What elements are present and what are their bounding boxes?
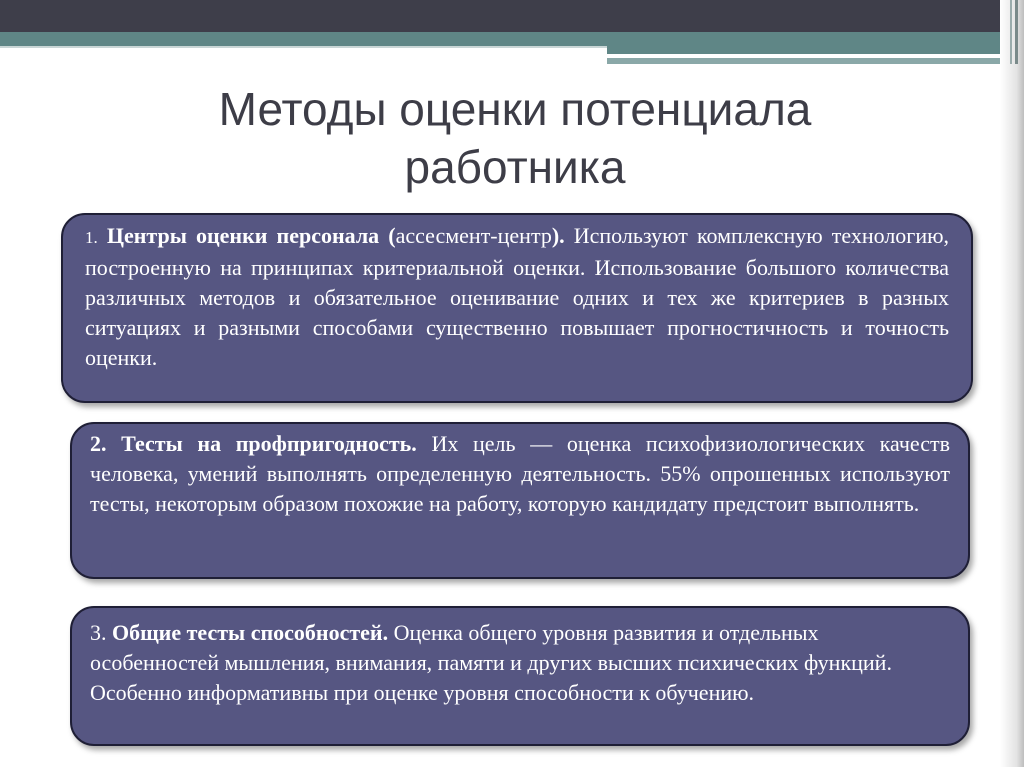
page-edge-shadow <box>1000 0 1024 767</box>
slide-title <box>120 80 910 196</box>
header-decoration <box>0 0 1024 64</box>
paren-open: ( <box>388 223 396 248</box>
block-number: 1. <box>85 228 98 247</box>
block-paren-text: ассесмент-центр <box>395 223 552 248</box>
block-number: 2. <box>90 431 107 456</box>
header-thin-line <box>0 46 610 48</box>
block-heading: Центры оценки персонала <box>106 223 380 248</box>
method-block-1 <box>61 213 973 403</box>
slide-title-line-1: Методы оценки потенциала <box>218 83 812 135</box>
edge-stripe <box>1015 0 1018 64</box>
block-body: Используют комплексную технологию, построенную на принципах критериальной оценки. Использование большого количества различных методов и обязательное оценивание одних и тех же критериев в разных ситуациях и разными способами существенно повышает прогностичность и точность оценки. <box>85 223 950 370</box>
slide-title-line-2: работника <box>404 141 626 193</box>
header-dark-band <box>0 0 1024 32</box>
block-body: Оценка общего уровня развития и отдельных особенностей мышления, внимания, памяти и других высших психических функций. Особенно информативны при оценке уровня способности к обучению. <box>90 620 892 705</box>
edge-stripe-2 <box>1010 0 1012 64</box>
block-heading: Общие тесты способностей. <box>112 620 389 645</box>
method-block-2 <box>70 422 970 579</box>
header-accent-segment-2 <box>607 58 1007 64</box>
header-accent-segment <box>607 46 1007 54</box>
header-teal-band <box>0 32 1024 46</box>
block-heading: Тесты на профпригодность. <box>121 431 417 456</box>
method-block-3 <box>70 606 970 746</box>
paren-close: ). <box>551 223 565 248</box>
block-number: 3. <box>90 620 107 645</box>
block-body: Их цель — оценка психофизиологических качеств человека, умений выполнять определенную деятельность. 55% опрошенных используют тесты, некоторым образом похожие на работу, которую кандидату предстоит выполнять. <box>90 431 951 516</box>
